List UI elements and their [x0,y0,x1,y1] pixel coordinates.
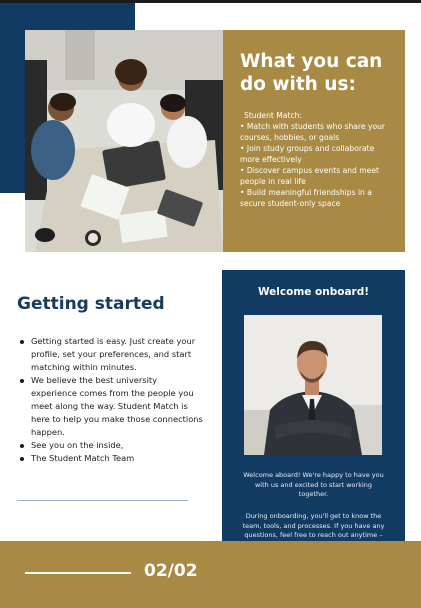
feature-item: • Match with students who share your courses, hobbies, or goals [240,121,395,143]
section-divider [17,500,188,501]
feature-item: • Join study groups and collaborate more effectively [240,143,395,165]
getting-started-item: See you on the inside, [17,439,205,452]
getting-started-item: Getting started is easy. Just create your profile, set your preferences, and start matching within minutes. [17,335,205,374]
getting-started-item: The Student Match Team [17,452,205,465]
businessman-photo [244,315,382,455]
features-subtitle: Student Match: [244,111,303,120]
footer-band [0,541,421,608]
getting-started-title: Getting started [17,294,165,314]
features-title [240,50,395,96]
getting-started-list [17,335,205,465]
welcome-paragraph-2: During onboarding, you'll get to know the team, tools, and processes. If you have any questions, feel free to reach out anytime – [242,512,385,539]
getting-started-item: We believe the best university experience comes from the people you meet along the way. Student Match is here to help you make those connections happen. [17,374,205,439]
welcome-paragraph-1: Welcome aboard! We're happy to have you with us and excited to start working together. [243,471,384,498]
team-meeting-photo [25,30,223,252]
features-list [240,121,395,209]
feature-item: • Build meaningful friendships in a secure student-only space [240,187,395,209]
features-title-line1: What you can [240,51,383,72]
page-number: 02/02 [144,561,198,581]
feature-item: • Discover campus events and meet people in real life [240,165,395,187]
welcome-card [222,270,405,585]
footer-rule [25,572,131,574]
features-title-line2: do with us: [240,74,356,95]
welcome-title: Welcome onboard! [257,286,370,298]
features-panel [223,30,405,252]
